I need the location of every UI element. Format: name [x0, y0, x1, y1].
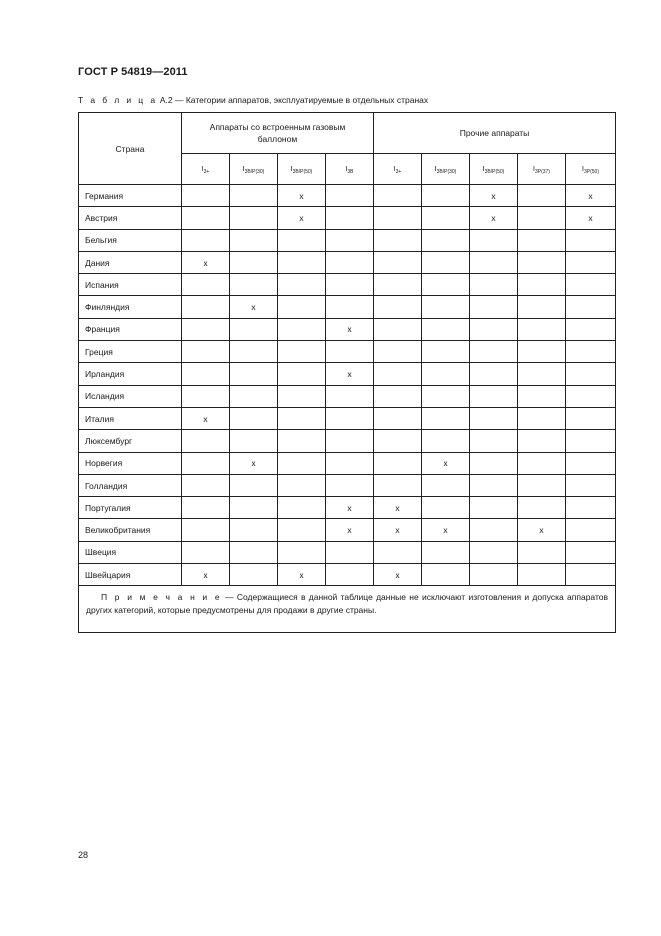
table-row: [79, 207, 616, 229]
category-mark-cell: [470, 564, 518, 586]
category-mark-cell: x: [374, 564, 422, 586]
category-mark-cell: x: [182, 251, 230, 273]
category-mark-cell: [182, 185, 230, 207]
category-mark-cell: [566, 341, 616, 363]
category-main: I: [345, 166, 348, 173]
category-mark-cell: [422, 274, 470, 296]
category-mark-cell: [470, 497, 518, 519]
category-mark-cell: [566, 407, 616, 429]
category-mark-cell: x: [566, 185, 616, 207]
table-row: [79, 474, 616, 496]
category-mark-cell: [278, 497, 326, 519]
category-mark-cell: [470, 407, 518, 429]
category-header: [278, 154, 326, 185]
category-mark-cell: [374, 318, 422, 340]
category-main: I: [533, 166, 535, 173]
category-mark-cell: [182, 296, 230, 318]
category-label: [345, 166, 353, 173]
page-number: 28: [78, 850, 89, 860]
category-mark-cell: [326, 341, 374, 363]
category-header: [518, 154, 566, 185]
category-sub: 3B/P(50): [292, 169, 313, 175]
category-main: I: [582, 166, 584, 173]
category-mark-cell: [278, 541, 326, 563]
category-mark-cell: [182, 363, 230, 385]
caption-label: Т а б л и ц а: [78, 95, 158, 105]
category-mark-cell: [518, 363, 566, 385]
category-mark-cell: [278, 519, 326, 541]
category-mark-cell: [230, 430, 278, 452]
category-mark-cell: x: [422, 519, 470, 541]
category-mark-cell: [230, 519, 278, 541]
category-mark-cell: [470, 341, 518, 363]
category-mark-cell: [278, 251, 326, 273]
category-mark-cell: [518, 385, 566, 407]
category-mark-cell: [326, 564, 374, 586]
category-mark-cell: [230, 474, 278, 496]
table-caption: [78, 95, 428, 105]
country-cell: Германия: [79, 185, 182, 207]
table-row: [79, 229, 616, 251]
table-row: [79, 385, 616, 407]
category-mark-cell: x: [278, 207, 326, 229]
category-mark-cell: x: [326, 363, 374, 385]
note-label: П р и м е ч а н и е: [101, 592, 222, 603]
category-mark-cell: [326, 274, 374, 296]
category-mark-cell: [230, 497, 278, 519]
category-mark-cell: [470, 452, 518, 474]
category-mark-cell: [326, 185, 374, 207]
country-cell: Голландия: [79, 474, 182, 496]
category-sub: 3P(37): [534, 169, 550, 175]
category-mark-cell: [422, 296, 470, 318]
category-sub: 3B/P(30): [244, 169, 265, 175]
category-mark-cell: [566, 318, 616, 340]
category-mark-cell: [518, 564, 566, 586]
category-mark-cell: [566, 251, 616, 273]
category-label: [243, 166, 265, 173]
country-cell: Норвегия: [79, 452, 182, 474]
category-mark-cell: [470, 251, 518, 273]
category-header: [566, 154, 616, 185]
table-row: [79, 541, 616, 563]
category-mark-cell: [278, 229, 326, 251]
category-mark-cell: [230, 207, 278, 229]
header-group-other: Прочие аппараты: [374, 113, 616, 154]
category-header: [326, 154, 374, 185]
category-mark-cell: [566, 430, 616, 452]
category-mark-cell: [470, 474, 518, 496]
category-mark-cell: x: [374, 497, 422, 519]
category-mark-cell: [566, 541, 616, 563]
table-row: [79, 251, 616, 273]
category-mark-cell: [182, 385, 230, 407]
category-label: [435, 166, 457, 173]
category-mark-cell: [470, 318, 518, 340]
category-mark-cell: [182, 207, 230, 229]
category-mark-cell: [278, 474, 326, 496]
country-cell: Италия: [79, 407, 182, 429]
category-mark-cell: [230, 185, 278, 207]
category-mark-cell: [422, 564, 470, 586]
category-mark-cell: [470, 385, 518, 407]
category-sub: 3+: [203, 169, 210, 175]
category-mark-cell: [470, 363, 518, 385]
category-mark-cell: [518, 274, 566, 296]
table-row: [79, 564, 616, 586]
category-mark-cell: [230, 274, 278, 296]
category-mark-cell: [566, 564, 616, 586]
country-cell: Великобритания: [79, 519, 182, 541]
category-mark-cell: [326, 296, 374, 318]
table-row: [79, 497, 616, 519]
category-mark-cell: [326, 251, 374, 273]
category-mark-cell: [566, 296, 616, 318]
category-mark-cell: [230, 541, 278, 563]
category-label: [202, 166, 210, 173]
table-row: [79, 452, 616, 474]
category-mark-cell: x: [182, 564, 230, 586]
table-row: [79, 519, 616, 541]
category-mark-cell: [566, 452, 616, 474]
category-main: I: [434, 166, 437, 173]
category-mark-cell: [518, 341, 566, 363]
category-mark-cell: [278, 385, 326, 407]
category-mark-cell: [182, 474, 230, 496]
category-mark-cell: x: [326, 519, 374, 541]
category-mark-cell: [374, 341, 422, 363]
category-mark-cell: [566, 385, 616, 407]
category-mark-cell: x: [230, 296, 278, 318]
category-mark-cell: [374, 385, 422, 407]
category-mark-cell: [518, 407, 566, 429]
category-sub: 3B/P(50): [484, 169, 505, 175]
category-mark-cell: [470, 274, 518, 296]
category-mark-cell: [518, 541, 566, 563]
category-mark-cell: [422, 497, 470, 519]
category-mark-cell: [374, 207, 422, 229]
table-row: [79, 407, 616, 429]
category-mark-cell: [326, 385, 374, 407]
category-mark-cell: [422, 229, 470, 251]
category-main: I: [290, 166, 293, 173]
category-mark-cell: [518, 229, 566, 251]
table-row: [79, 274, 616, 296]
category-header: [470, 154, 518, 185]
category-mark-cell: [422, 363, 470, 385]
category-mark-cell: [230, 341, 278, 363]
category-mark-cell: [566, 363, 616, 385]
category-mark-cell: [326, 407, 374, 429]
table-row: [79, 185, 616, 207]
category-mark-cell: [374, 296, 422, 318]
caption-number: А.2: [159, 95, 173, 105]
category-mark-cell: x: [422, 452, 470, 474]
country-cell: Греция: [79, 341, 182, 363]
country-cell: Швеция: [79, 541, 182, 563]
category-mark-cell: [374, 274, 422, 296]
category-label: [582, 166, 599, 173]
category-mark-cell: [230, 251, 278, 273]
category-mark-cell: [566, 274, 616, 296]
category-mark-cell: [182, 318, 230, 340]
header-country: Страна: [79, 113, 182, 185]
category-mark-cell: [278, 296, 326, 318]
country-cell: Швейцария: [79, 564, 182, 586]
category-mark-cell: [470, 519, 518, 541]
category-label: [483, 166, 505, 173]
category-mark-cell: [326, 541, 374, 563]
category-mark-cell: [326, 430, 374, 452]
category-mark-cell: [182, 497, 230, 519]
category-sub: 3B/P(30): [436, 169, 457, 175]
category-mark-cell: [422, 541, 470, 563]
category-sub: 3B: [347, 169, 354, 175]
category-mark-cell: [182, 229, 230, 251]
category-mark-cell: [422, 185, 470, 207]
category-mark-cell: [326, 474, 374, 496]
category-label: [533, 166, 550, 173]
category-main: I: [482, 166, 485, 173]
category-mark-cell: [422, 251, 470, 273]
country-cell: Португалия: [79, 497, 182, 519]
header-row-groups: [79, 113, 616, 154]
category-mark-cell: [566, 519, 616, 541]
table-row: [79, 341, 616, 363]
category-mark-cell: [278, 318, 326, 340]
category-mark-cell: [566, 474, 616, 496]
country-cell: Исландия: [79, 385, 182, 407]
category-mark-cell: [326, 229, 374, 251]
category-mark-cell: [278, 341, 326, 363]
category-mark-cell: [374, 452, 422, 474]
category-mark-cell: x: [470, 207, 518, 229]
category-mark-cell: [230, 385, 278, 407]
category-mark-cell: [518, 185, 566, 207]
category-header: [422, 154, 470, 185]
country-cell: Австрия: [79, 207, 182, 229]
category-mark-cell: [422, 430, 470, 452]
category-mark-cell: x: [374, 519, 422, 541]
country-cell: Испания: [79, 274, 182, 296]
category-mark-cell: x: [326, 318, 374, 340]
category-mark-cell: [278, 274, 326, 296]
category-mark-cell: [422, 341, 470, 363]
category-mark-cell: [230, 363, 278, 385]
category-mark-cell: [278, 363, 326, 385]
category-mark-cell: [566, 497, 616, 519]
category-header: [374, 154, 422, 185]
category-mark-cell: [182, 341, 230, 363]
category-mark-cell: [374, 430, 422, 452]
category-mark-cell: x: [230, 452, 278, 474]
category-mark-cell: [374, 363, 422, 385]
category-mark-cell: x: [566, 207, 616, 229]
category-mark-cell: [518, 474, 566, 496]
category-mark-cell: [470, 541, 518, 563]
note-row: [79, 586, 616, 633]
category-mark-cell: [230, 229, 278, 251]
country-cell: Франция: [79, 318, 182, 340]
table-row: [79, 430, 616, 452]
category-mark-cell: [566, 229, 616, 251]
category-mark-cell: [518, 251, 566, 273]
category-mark-cell: [422, 318, 470, 340]
category-mark-cell: [374, 251, 422, 273]
country-cell: Бельгия: [79, 229, 182, 251]
document-code: ГОСТ Р 54819—2011: [78, 66, 188, 78]
category-mark-cell: [278, 452, 326, 474]
category-sub: 3P(50): [583, 169, 599, 175]
country-cell: Ирландия: [79, 363, 182, 385]
country-cell: Люксембург: [79, 430, 182, 452]
category-mark-cell: [326, 207, 374, 229]
category-mark-cell: x: [518, 519, 566, 541]
note-text: — Содержащиеся в данной таблице данные не исключают изготовления и допуска аппаратов других категорий, которые предусмотрены для продажи в другие страны.: [86, 592, 609, 616]
table-row: [79, 318, 616, 340]
category-label: [394, 166, 402, 173]
caption-text: — Категории аппаратов, эксплуатируемые в отдельных странах: [172, 95, 429, 105]
category-mark-cell: [470, 229, 518, 251]
category-main: I: [201, 166, 204, 173]
category-mark-cell: [422, 474, 470, 496]
category-mark-cell: [278, 430, 326, 452]
category-mark-cell: [278, 407, 326, 429]
category-mark-cell: [518, 318, 566, 340]
table-note: [79, 586, 616, 633]
categories-table: [78, 112, 616, 633]
category-mark-cell: x: [182, 407, 230, 429]
category-sub: 3+: [395, 169, 402, 175]
category-mark-cell: [230, 564, 278, 586]
category-mark-cell: [518, 296, 566, 318]
table-row: [79, 296, 616, 318]
category-mark-cell: [182, 452, 230, 474]
category-mark-cell: x: [470, 185, 518, 207]
category-mark-cell: [422, 407, 470, 429]
category-main: I: [242, 166, 245, 173]
category-mark-cell: [518, 452, 566, 474]
category-mark-cell: [518, 497, 566, 519]
category-mark-cell: [422, 207, 470, 229]
category-mark-cell: [374, 474, 422, 496]
category-mark-cell: [230, 407, 278, 429]
category-mark-cell: [374, 407, 422, 429]
category-header: [230, 154, 278, 185]
country-cell: Финляндия: [79, 296, 182, 318]
category-mark-cell: [182, 274, 230, 296]
country-cell: Дания: [79, 251, 182, 273]
category-mark-cell: x: [278, 185, 326, 207]
category-mark-cell: x: [278, 564, 326, 586]
category-label: [291, 166, 313, 173]
category-main: I: [393, 166, 396, 173]
category-mark-cell: [182, 430, 230, 452]
category-mark-cell: [374, 229, 422, 251]
category-mark-cell: x: [326, 497, 374, 519]
table-row: [79, 363, 616, 385]
category-mark-cell: [374, 541, 422, 563]
category-mark-cell: [470, 296, 518, 318]
category-mark-cell: [470, 430, 518, 452]
category-mark-cell: [230, 318, 278, 340]
category-mark-cell: [326, 452, 374, 474]
category-mark-cell: [518, 430, 566, 452]
category-mark-cell: [182, 541, 230, 563]
header-group-builtin: Аппараты со встроенным газовым баллоном: [182, 113, 374, 154]
category-header: [182, 154, 230, 185]
category-mark-cell: [422, 385, 470, 407]
category-mark-cell: [374, 185, 422, 207]
category-mark-cell: [518, 207, 566, 229]
category-mark-cell: [182, 519, 230, 541]
